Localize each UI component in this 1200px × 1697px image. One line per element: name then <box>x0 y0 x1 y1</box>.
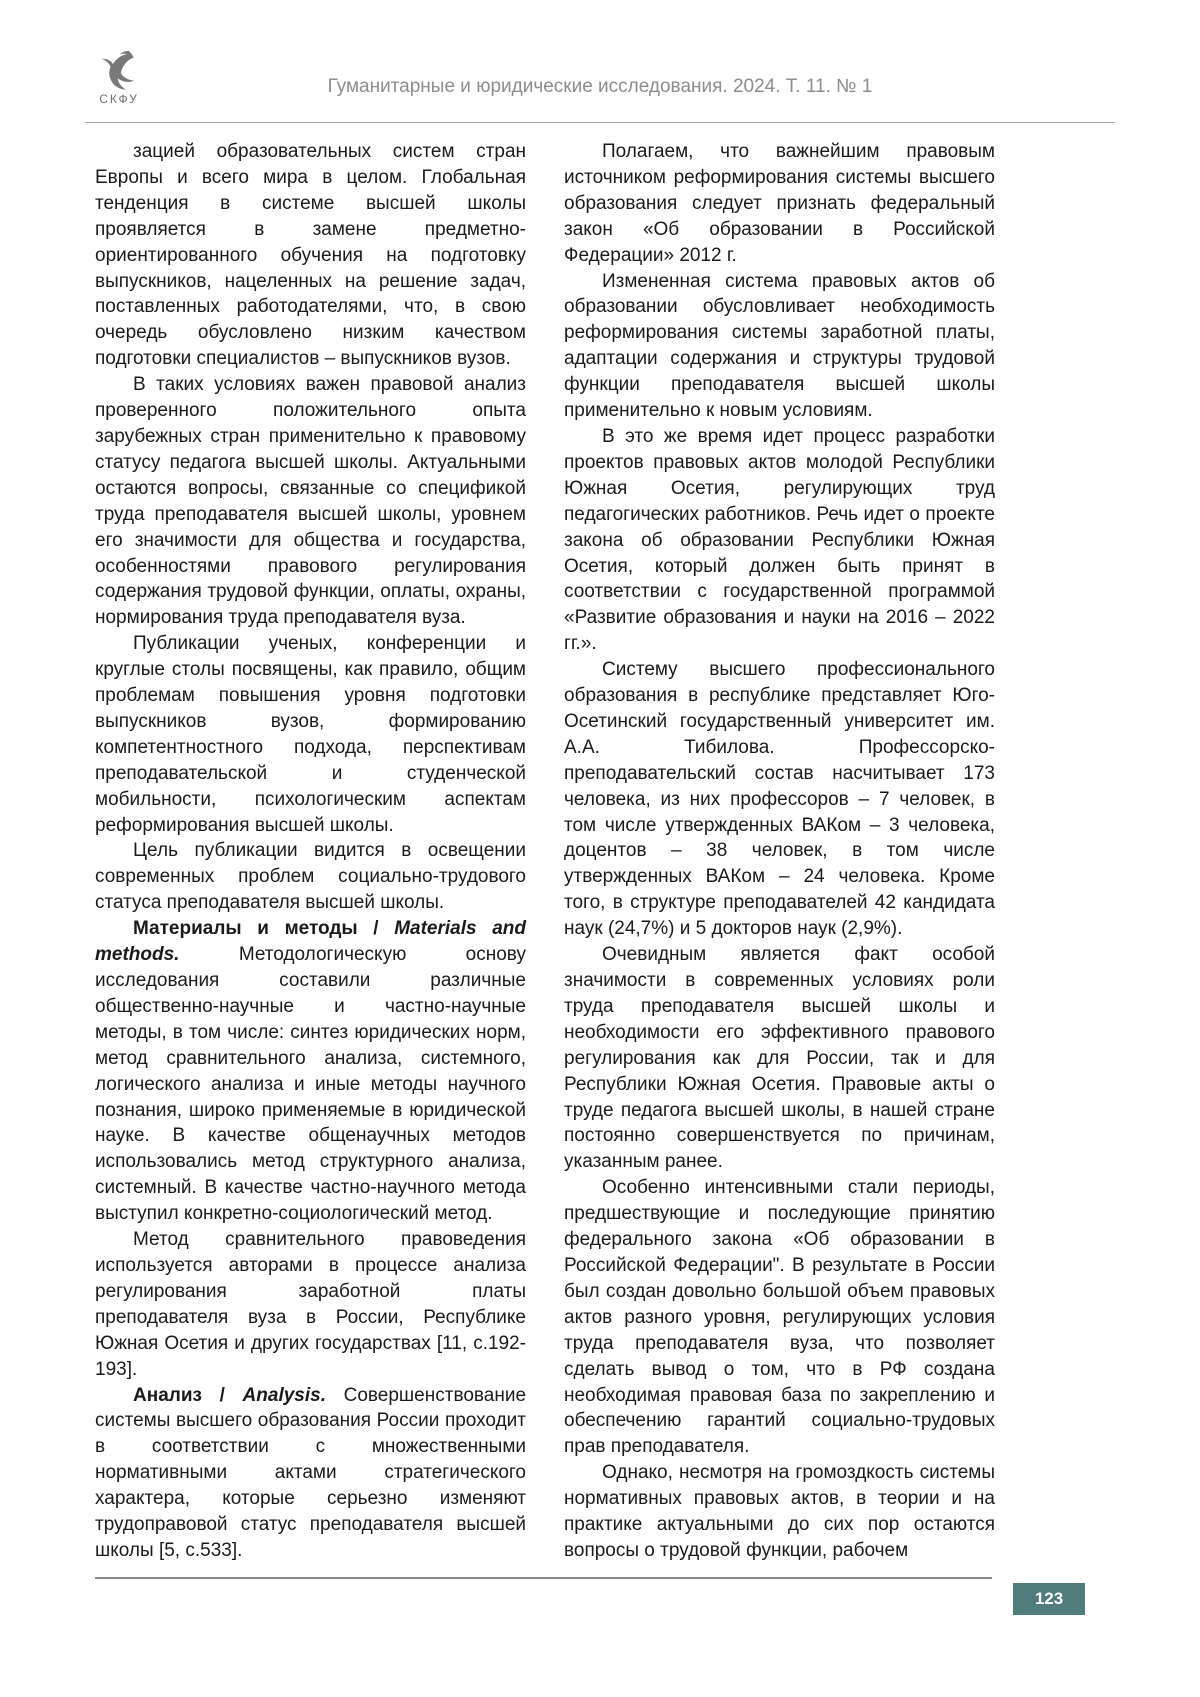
paragraph <box>564 424 995 657</box>
article-body <box>95 139 995 1564</box>
paragraph-text: Цель публикации видится в освещении современных проблем социально-трудового статуса преподавателя высшей школы. <box>95 840 526 914</box>
paragraph <box>564 139 995 269</box>
paragraph <box>95 1227 526 1382</box>
paragraph-text: Особенно интенсивными стали периоды, предшествующие и последующие принятию федерального закона «Об образовании в Российской Федерации". В результате в России был создан довольно большой объем правовых актов разного уровня, регулирующих условия труда преподавателя вуза, что позволяет сделать вывод о том, что в РФ создана необходимая правовая база по закреплению и обеспечению гарантий социально-трудовых прав преподавателя. <box>564 1177 995 1458</box>
footer-divider <box>95 1577 992 1579</box>
paragraph-text: Измененная система правовых актов об образовании обусловливает необходимость реформирования системы заработной платы, адаптации содержания и структуры трудовой функции преподавателя высшей школы применительно к новым условиям. <box>564 270 995 422</box>
paragraph <box>95 139 526 372</box>
section-heading-analysis-en: Analysis. <box>242 1384 326 1406</box>
paragraph <box>95 838 526 916</box>
paragraph-text: Методологическую основу исследования составили различные общественно-научные и частно-научные методы, в том числе: синтез юридических норм, метод сравнительного анализа, системного, логического анализа и иные методы научного познания, широко применяемые в юридической науке. В качестве общенаучных методов использовались метод структурного анализа, системный. В качестве частно-научного метода выступил конкретно-социологический метод. <box>95 944 526 1225</box>
paragraph <box>95 916 526 1227</box>
paragraph-text: Совершенствование системы высшего образования России проходит в соответствии с множественными нормативными актами стратегического характера, которые серьезно изменяют трудоправовой статус преподавателя высшей школы [5, с.533]. <box>95 1384 527 1561</box>
page-number: 123 <box>1034 1589 1064 1608</box>
paragraph <box>564 269 995 424</box>
left-column <box>95 139 526 1564</box>
paragraph <box>95 631 526 838</box>
section-heading-analysis: Анализ / <box>133 1384 243 1406</box>
paragraph <box>564 1175 995 1460</box>
paragraph <box>564 1460 995 1564</box>
paragraph-text: зацией образовательных систем стран Европы и всего мира в целом. Глобальная тенденция в системе высшей школы проявляется в замене предметно-ориентированного обучения на подготовку выпускников, нацеленных на решение задач, поставленных работодателями, что, в свою очередь обусловлено низким качеством подготовки специалистов – выпускников вузов. <box>95 141 526 370</box>
paragraph-text: Систему высшего профессионального образования в республике представляет Юго-Осетинский государственный университет им. А.А. Тибилова. Профессорско-преподавательский состав насчитывает 173 человека, из них профессоров – 7 человек, в том числе утвержденных ВАКом – 3 человека, доцентов – 38 человек, в том числе утвержденных ВАКом – 24 человека. Кроме того, в структуре преподавателей 42 кандидата наук (24,7%) и 5 докторов наук (2,9%). <box>564 659 995 940</box>
paragraph-text: Очевидным является факт особой значимости в современных условиях роли труда преподавателя высшей школы и необходимости его эффективного правового регулирования как для России, так и для Республики Южная Осетия. Правовые акты о труде педагога высшей школы, в нашей стране постоянно совершенствуется по причинам, указанным ранее. <box>564 944 995 1173</box>
paragraph-text: В это же время идет процесс разработки проектов правовых актов молодой Республики Южная Осетия, регулирующих труд педагогических работников. Речь идет о проекте закона об образовании Республики Южная Осетия, который должен быть принят в соответствии с государственной программой «Развитие образования и науки на 2016 – 2022 гг.». <box>564 425 995 655</box>
journal-title: Гуманитарные и юридические исследования. 2024. Т. 11. № 1 <box>327 76 873 97</box>
paragraph-text: Публикации ученых, конференции и круглые столы посвящены, как правило, общим проблемам повышения уровня подготовки выпускников вузов, формированию компетентностного подхода, перспективам преподавательской и студенческой мобильности, психологическим аспектам реформирования высшей школы. <box>95 633 526 836</box>
page-header <box>85 48 1115 120</box>
right-column <box>564 139 995 1564</box>
paragraph-text: Полагаем, что важнейшим правовым источником реформирования системы высшего образования следует признать федеральный закон «Об образовании в Российской Федерации» 2012 г. <box>564 141 995 266</box>
paragraph <box>95 372 526 631</box>
section-heading-materials: Материалы и методы / <box>133 918 395 940</box>
header-divider <box>85 122 1115 123</box>
paragraph-text: Однако, несмотря на громоздкость системы нормативных правовых актов, в теории и на практике актуальными до сих пор остаются вопросы о трудовой функции, рабочем <box>564 1462 995 1561</box>
paragraph <box>564 942 995 1175</box>
paragraph <box>95 1383 526 1564</box>
page-number-badge <box>1013 1583 1085 1615</box>
section-heading-materials-en: Materials and methods. <box>95 918 526 966</box>
logo-text: СКФУ <box>99 92 139 106</box>
paragraph <box>564 657 995 942</box>
paragraph-text: Метод сравнительного правоведения используется авторами в процессе анализа регулирования заработной платы преподавателя вуза в России, Республике Южная Осетия и других государствах [11, с.192-193]. <box>95 1229 526 1380</box>
paragraph-text: В таких условиях важен правовой анализ проверенного положительного опыта зарубежных стран применительно к правовому статусу педагога высшей школы. Актуальными остаются вопросы, связанные со спецификой труда преподавателя высшей школы, уровнем его значимости для общества и государства, особенностями правового регулирования содержания трудовой функции, оплаты, охраны, нормирования труда преподавателя вуза. <box>95 374 526 629</box>
